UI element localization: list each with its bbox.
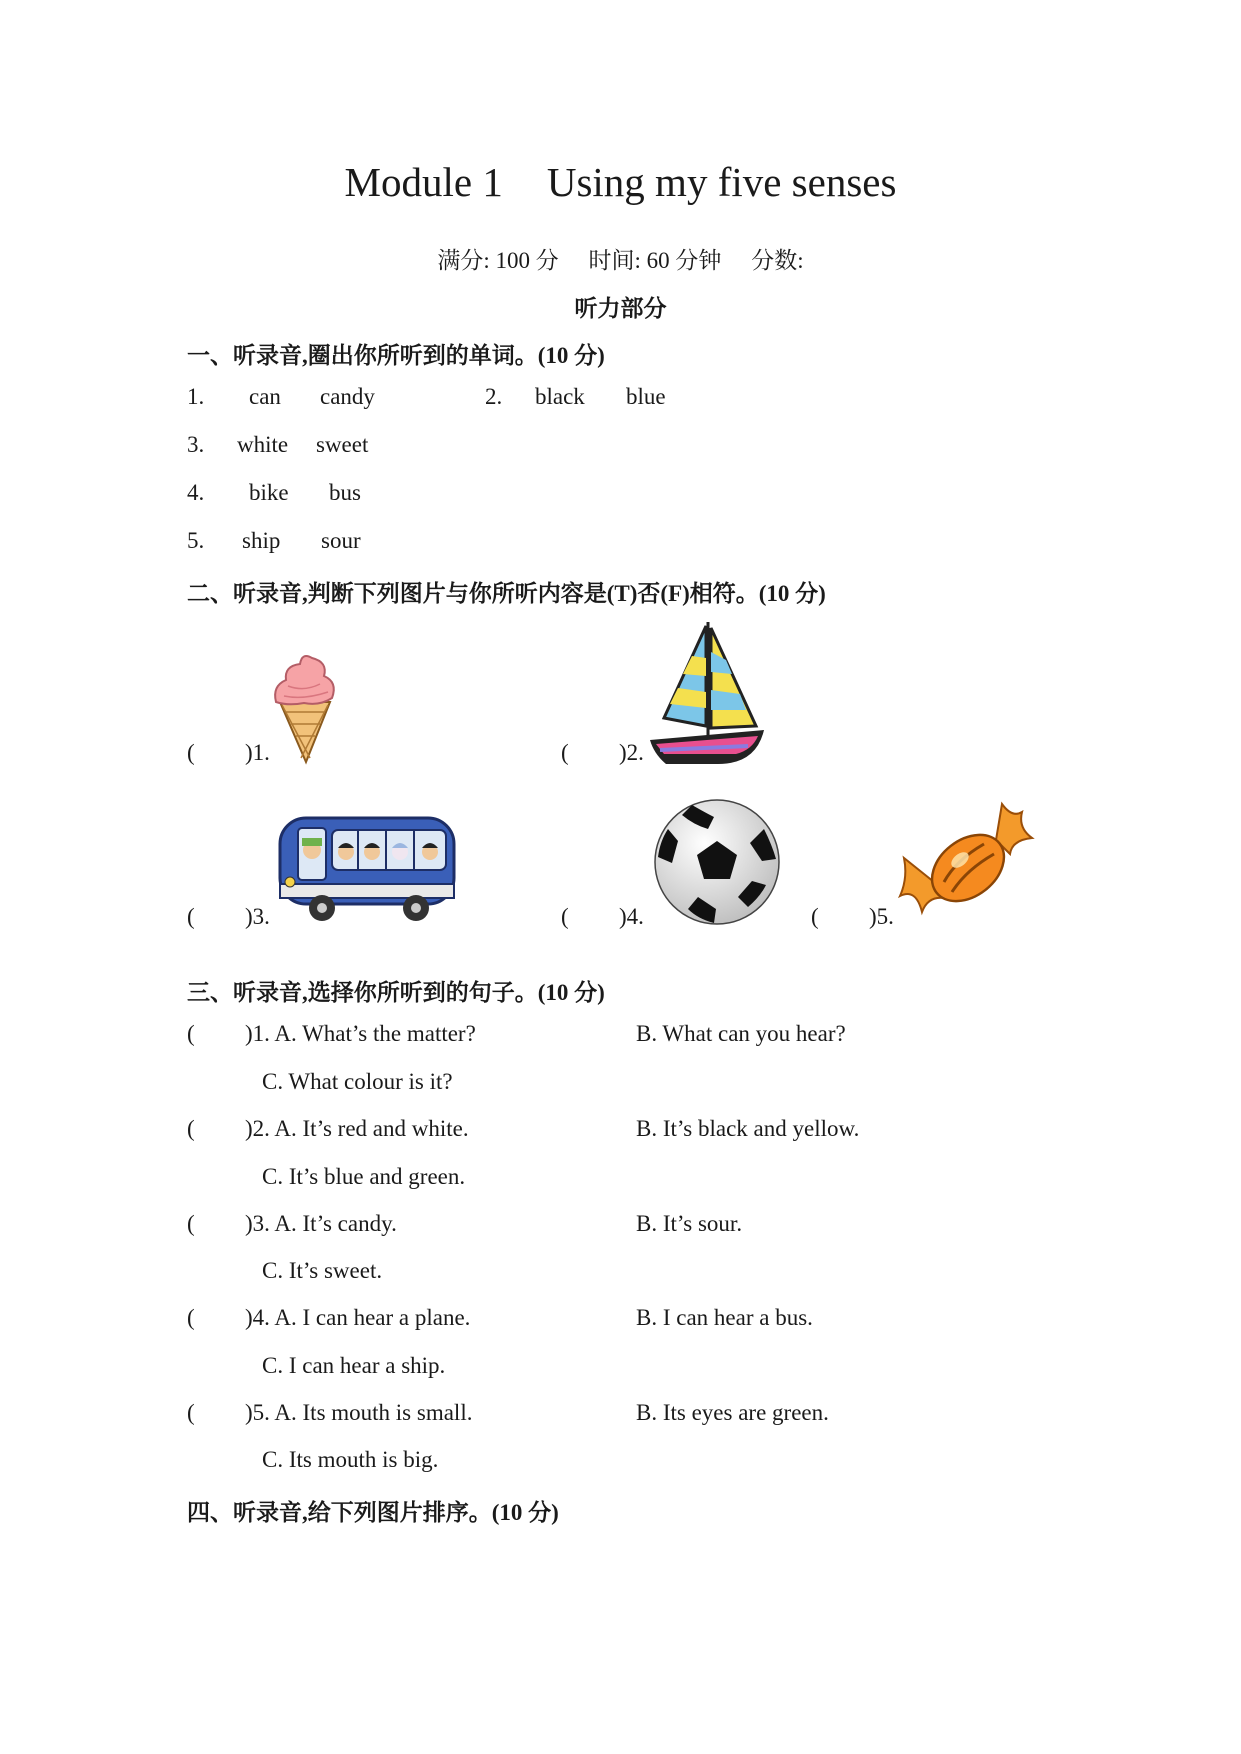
s3-item-3-option-a: )3. A. It’s candy. — [245, 1211, 397, 1236]
s2-item-5-bracket[interactable]: ( — [811, 904, 819, 929]
sailboat-icon — [648, 618, 768, 768]
s3-item-1-option-c: C. What colour is it? — [262, 1069, 453, 1094]
s3-item-1-bracket[interactable]: ( — [187, 1021, 195, 1046]
score-field: 分数: — [751, 248, 804, 273]
full-score: 满分: 100 分 — [437, 248, 559, 273]
s3-item-1-option-b: B. What can you hear? — [636, 1021, 846, 1046]
section1-heading: 一、听录音,圈出你所听到的单词。(10 分) — [187, 343, 605, 368]
s2-item-1-label: )1. — [245, 740, 270, 765]
s2-item-4-bracket[interactable]: ( — [561, 904, 569, 929]
s3-item-3-option-b: B. It’s sour. — [636, 1211, 743, 1236]
s1-item-3-word-b[interactable]: sweet — [316, 432, 369, 457]
exam-meta — [0, 242, 1241, 275]
s2-item-1-bracket[interactable]: ( — [187, 740, 195, 765]
s1-item-5-word-a[interactable]: ship — [242, 528, 281, 553]
s2-item-2-label: )2. — [619, 740, 644, 765]
time-limit: 时间: 60 分钟 — [588, 248, 722, 273]
section4-heading: 四、听录音,给下列图片排序。(10 分) — [187, 1500, 559, 1525]
s3-item-4-bracket[interactable]: ( — [187, 1305, 195, 1330]
s1-item-3-word-a[interactable]: white — [237, 432, 289, 457]
section3-heading: 三、听录音,选择你所听到的句子。(10 分) — [187, 980, 605, 1005]
s3-item-5-option-b: B. Its eyes are green. — [636, 1400, 829, 1425]
s2-item-4-label: )4. — [619, 904, 644, 929]
s3-item-5-option-c: C. Its mouth is big. — [262, 1447, 439, 1472]
s1-item-1-num: 1. — [187, 384, 205, 409]
s3-item-2-option-c: C. It’s blue and green. — [262, 1164, 466, 1189]
s1-item-2-num: 2. — [485, 384, 503, 409]
s3-item-3-option-c: C. It’s sweet. — [262, 1258, 383, 1283]
s1-item-2-word-b[interactable]: blue — [626, 384, 666, 409]
football-icon — [652, 797, 782, 927]
s2-item-2-bracket[interactable]: ( — [561, 740, 569, 765]
s1-item-4-word-a[interactable]: bike — [249, 480, 289, 505]
s3-item-5-bracket[interactable]: ( — [187, 1400, 195, 1425]
s1-item-4-word-b[interactable]: bus — [329, 480, 361, 505]
s2-item-3-bracket[interactable]: ( — [187, 904, 195, 929]
s3-item-5-option-a: )5. A. Its mouth is small. — [245, 1400, 473, 1425]
page-title — [0, 158, 1241, 206]
s2-item-3-label: )3. — [245, 904, 270, 929]
s1-item-1-word-a[interactable]: can — [249, 384, 281, 409]
section2-heading: 二、听录音,判断下列图片与你所听内容是(T)否(F)相符。(10 分) — [187, 581, 826, 606]
module-name: Using my five senses — [546, 159, 897, 205]
s1-item-5-word-b[interactable]: sour — [321, 528, 361, 553]
candy-icon — [898, 800, 1034, 928]
s1-item-4-num: 4. — [187, 480, 205, 505]
s3-item-4-option-a: )4. A. I can hear a plane. — [245, 1305, 471, 1330]
s3-item-4-option-c: C. I can hear a ship. — [262, 1353, 446, 1378]
s3-item-4-option-b: B. I can hear a bus. — [636, 1305, 813, 1330]
part-heading: 听力部分 — [574, 296, 667, 321]
bus-icon — [276, 812, 458, 924]
s3-item-1-option-a: )1. A. What’s the matter? — [245, 1021, 476, 1046]
module-label: Module 1 — [344, 159, 503, 205]
s2-item-5-label: )5. — [869, 904, 894, 929]
s1-item-3-num: 3. — [187, 432, 205, 457]
s3-item-2-option-b: B. It’s black and yellow. — [636, 1116, 860, 1141]
ice-cream-icon — [270, 650, 340, 765]
s1-item-1-word-b[interactable]: candy — [320, 384, 375, 409]
s3-item-3-bracket[interactable]: ( — [187, 1211, 195, 1236]
s1-item-2-word-a[interactable]: black — [535, 384, 585, 409]
s1-item-5-num: 5. — [187, 528, 205, 553]
s3-item-2-option-a: )2. A. It’s red and white. — [245, 1116, 469, 1141]
s3-item-2-bracket[interactable]: ( — [187, 1116, 195, 1141]
